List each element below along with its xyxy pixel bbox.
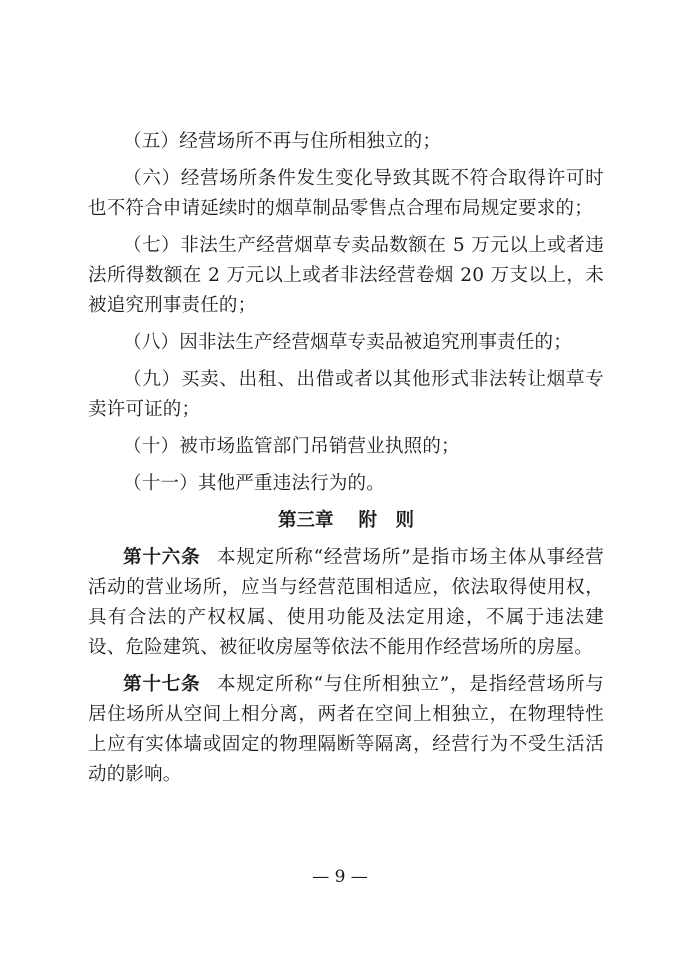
item-seven: （七）非法生产经营烟草专卖品数额在 5 万元以上或者违法所得数额在 2 万元以上或者非法经营卷烟 20 万支以上，未被追究刑事责任的； <box>88 235 604 316</box>
article-sixteen-text: 本规定所称“经营场所”是指市场主体从事经营活动的营业场所，应当与经营范围相适应，依法取得使用权，具有合法的产权权属、使用功能及法定用途，不属于违法建设、危险建筑、被征收房屋等依法不能用作经营场所的房屋。 <box>88 547 604 658</box>
item-five: （五）经营场所不再与住所相独立的； <box>123 131 442 152</box>
item-eight: （八）因非法生产经营烟草专卖品被追究刑事责任的； <box>123 332 572 353</box>
article-seventeen-head: 第十七条 <box>123 674 201 695</box>
document-body <box>88 127 604 797</box>
item-six: （六）经营场所条件发生变化导致其既不符合取得许可时也不符合申请延续时的烟草制品零售点合理布局规定要求的； <box>88 168 604 219</box>
article-sixteen-head: 第十六条 <box>123 547 201 568</box>
item-nine: （九）买卖、出租、出借或者以其他形式非法转让烟草专卖许可证的； <box>88 369 604 420</box>
page-number: — 9 — <box>312 867 368 887</box>
chapter-title: 第三章 附 则 <box>278 510 414 531</box>
article-sixteen <box>88 543 604 663</box>
article-seventeen <box>88 670 604 790</box>
item-eleven: （十一）其他严重违法行为的。 <box>123 473 385 494</box>
article-seventeen-text: 本规定所称“与住所相独立”，是指经营场所与居住场所从空间上相分离，两者在空间上相独立，在物理特性上应有实体墙或固定的物理隔断等隔离，经营行为不受生活活动的影响。 <box>88 674 604 785</box>
item-ten: （十）被市场监管部门吊销营业执照的； <box>123 436 460 457</box>
